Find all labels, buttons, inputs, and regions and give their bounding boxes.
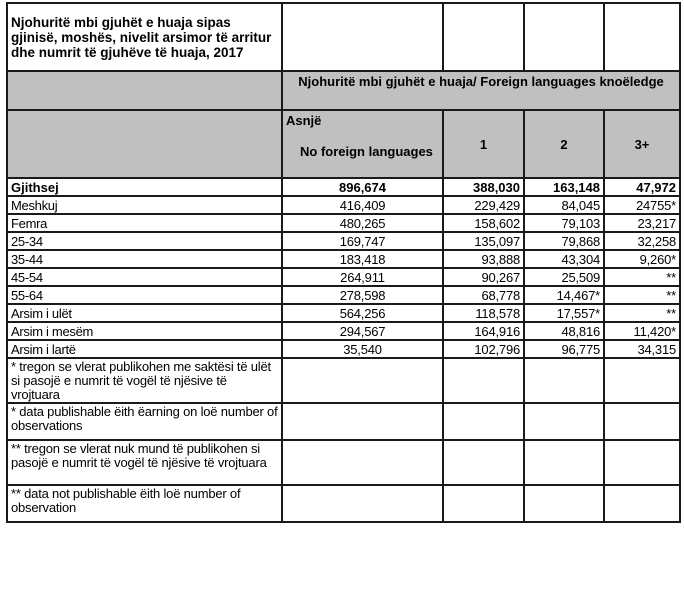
empty-header-cell	[7, 110, 282, 178]
cell-one: 68,778	[443, 286, 524, 304]
empty-cell	[524, 403, 604, 440]
row-label: Arsim i lartë	[7, 340, 282, 358]
cell-two: 17,557*	[524, 304, 604, 322]
table-row	[7, 250, 680, 268]
cell-one: 93,888	[443, 250, 524, 268]
empty-cell	[282, 440, 443, 485]
empty-cell	[604, 3, 680, 71]
footnote-text: * tregon se vlerat publikohen me saktësi të ulët si pasojë e numrit të vogël të njësive të vrojtuara	[7, 358, 282, 403]
cell-none: 183,418	[282, 250, 443, 268]
empty-cell	[282, 3, 443, 71]
cell-two: 48,816	[524, 322, 604, 340]
cell-one: 164,916	[443, 322, 524, 340]
row-label: 55-64	[7, 286, 282, 304]
cell-one: 90,267	[443, 268, 524, 286]
table-row	[7, 196, 680, 214]
cell-none: 264,911	[282, 268, 443, 286]
table-row	[7, 304, 680, 322]
cell-one: 388,030	[443, 178, 524, 196]
empty-cell	[604, 485, 680, 522]
cell-one: 158,602	[443, 214, 524, 232]
empty-cell	[282, 403, 443, 440]
footnote-row	[7, 403, 680, 440]
cell-none: 416,409	[282, 196, 443, 214]
cell-three-plus: **	[604, 268, 680, 286]
cell-none: 480,265	[282, 214, 443, 232]
cell-one: 102,796	[443, 340, 524, 358]
footnote-row	[7, 440, 680, 485]
cell-three-plus: 47,972	[604, 178, 680, 196]
row-label: Gjithsej	[7, 178, 282, 196]
cell-none: 896,674	[282, 178, 443, 196]
cell-three-plus: **	[604, 304, 680, 322]
row-label: Meshkuj	[7, 196, 282, 214]
cell-two: 79,103	[524, 214, 604, 232]
empty-cell	[282, 358, 443, 403]
cell-three-plus: 24755*	[604, 196, 680, 214]
group-header: Njohuritë mbi gjuhët e huaja/ Foreign languages knoëledge	[282, 71, 680, 110]
column-header-one: 1	[443, 110, 524, 178]
column-header-none	[282, 110, 443, 178]
empty-cell	[524, 485, 604, 522]
table-row	[7, 268, 680, 286]
total-row	[7, 178, 680, 196]
empty-cell	[524, 3, 604, 71]
column-header-three-plus: 3+	[604, 110, 680, 178]
footnote-row	[7, 485, 680, 522]
cell-none: 278,598	[282, 286, 443, 304]
row-label: Arsim i mesëm	[7, 322, 282, 340]
cell-three-plus: 11,420*	[604, 322, 680, 340]
cell-three-plus: 34,315	[604, 340, 680, 358]
empty-cell	[282, 485, 443, 522]
table-row	[7, 286, 680, 304]
cell-one: 118,578	[443, 304, 524, 322]
empty-cell	[604, 358, 680, 403]
cell-three-plus: 32,258	[604, 232, 680, 250]
cell-two: 43,304	[524, 250, 604, 268]
foreign-languages-table	[6, 2, 681, 523]
cell-none: 294,567	[282, 322, 443, 340]
table-row	[7, 340, 680, 358]
table-title: Njohuritë mbi gjuhët e huaja sipas gjinisë, moshës, nivelit arsimor të arritur dhe numrit të gjuhëve të huaja, 2017	[7, 3, 282, 71]
column-header-none-sq: Asnjë	[286, 113, 322, 128]
empty-cell	[443, 3, 524, 71]
cell-two: 25,509	[524, 268, 604, 286]
title-row	[7, 3, 680, 71]
cell-two: 84,045	[524, 196, 604, 214]
group-header-row	[7, 71, 680, 110]
cell-none: 564,256	[282, 304, 443, 322]
empty-cell	[443, 358, 524, 403]
row-label: 25-34	[7, 232, 282, 250]
cell-three-plus: 9,260*	[604, 250, 680, 268]
empty-cell	[604, 403, 680, 440]
table-row	[7, 232, 680, 250]
empty-cell	[524, 440, 604, 485]
cell-three-plus: **	[604, 286, 680, 304]
empty-cell	[524, 358, 604, 403]
cell-two: 79,868	[524, 232, 604, 250]
footnote-text: ** data not publishable ëith loë number of observation	[7, 485, 282, 522]
empty-cell	[443, 403, 524, 440]
row-label: 35-44	[7, 250, 282, 268]
row-label: 45-54	[7, 268, 282, 286]
footnote-text: * data publishable ëith ëarning on loë number of observations	[7, 403, 282, 440]
column-header-none-en: No foreign languages	[300, 144, 433, 159]
cell-two: 163,148	[524, 178, 604, 196]
empty-cell	[443, 440, 524, 485]
table-row	[7, 214, 680, 232]
cell-one: 135,097	[443, 232, 524, 250]
cell-two: 96,775	[524, 340, 604, 358]
column-header-row	[7, 110, 680, 178]
footnote-text: ** tregon se vlerat nuk mund të publikohen si pasojë e numrit të vogël të njësive të vrojtuara	[7, 440, 282, 485]
table-row	[7, 322, 680, 340]
empty-cell	[443, 485, 524, 522]
footnote-row	[7, 358, 680, 403]
empty-cell	[604, 440, 680, 485]
cell-one: 229,429	[443, 196, 524, 214]
row-label: Arsim i ulët	[7, 304, 282, 322]
cell-none: 35,540	[282, 340, 443, 358]
cell-two: 14,467*	[524, 286, 604, 304]
empty-header-cell	[7, 71, 282, 110]
cell-three-plus: 23,217	[604, 214, 680, 232]
column-header-two: 2	[524, 110, 604, 178]
cell-none: 169,747	[282, 232, 443, 250]
row-label: Femra	[7, 214, 282, 232]
